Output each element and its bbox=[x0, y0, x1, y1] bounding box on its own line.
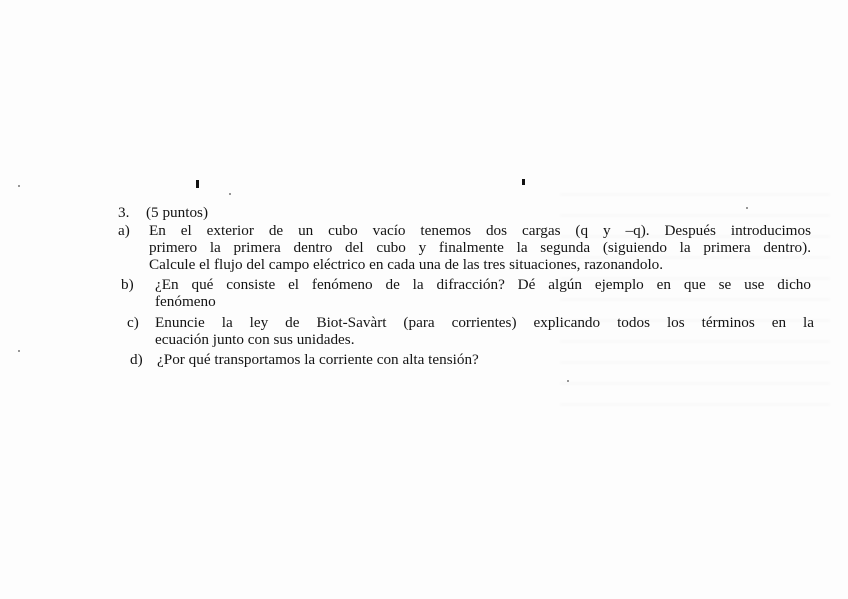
scan-speck bbox=[567, 380, 569, 382]
question-3 bbox=[118, 204, 818, 368]
scan-speck bbox=[18, 350, 20, 352]
item-line: primero la primera dentro del cubo y finalmente la segunda (siguiendo la primera dentro). bbox=[149, 239, 811, 256]
item-label: c) bbox=[127, 314, 139, 331]
item-line: Calcule el flujo del campo eléctrico en cada una de las tres situaciones, razonandolo. bbox=[149, 256, 664, 273]
scan-speck bbox=[229, 193, 231, 195]
item-label: b) bbox=[121, 276, 134, 293]
item-text bbox=[155, 314, 814, 348]
question-item-b bbox=[118, 276, 818, 310]
question-number: 3. bbox=[118, 204, 130, 221]
scan-mark-right bbox=[522, 179, 525, 185]
question-item-a bbox=[118, 222, 818, 273]
scan-speck bbox=[18, 185, 20, 187]
item-line: ecuación junto con sus unidades. bbox=[155, 331, 355, 348]
item-line: En el exterior de un cubo vacío tenemos dos cargas (q y –q). Después introducimos bbox=[149, 222, 811, 239]
question-item-c bbox=[118, 314, 818, 348]
question-points: (5 puntos) bbox=[146, 204, 209, 221]
item-line: ¿En qué consiste el fenómeno de la difracción? Dé algún ejemplo en que se use dicho bbox=[155, 276, 811, 293]
item-line: Enuncie la ley de Biot-Savàrt (para corrientes) explicando todos los términos en la bbox=[155, 314, 814, 331]
item-text bbox=[157, 351, 813, 368]
item-text bbox=[149, 222, 811, 273]
item-line: fenómeno bbox=[155, 293, 216, 310]
question-header bbox=[118, 204, 818, 221]
item-label: a) bbox=[118, 222, 130, 239]
item-text bbox=[155, 276, 811, 310]
item-line: ¿Por qué transportamos la corriente con alta tensión? bbox=[157, 351, 479, 368]
scan-mark-left bbox=[196, 180, 199, 188]
question-item-d bbox=[118, 351, 818, 368]
item-label: d) bbox=[130, 351, 143, 368]
